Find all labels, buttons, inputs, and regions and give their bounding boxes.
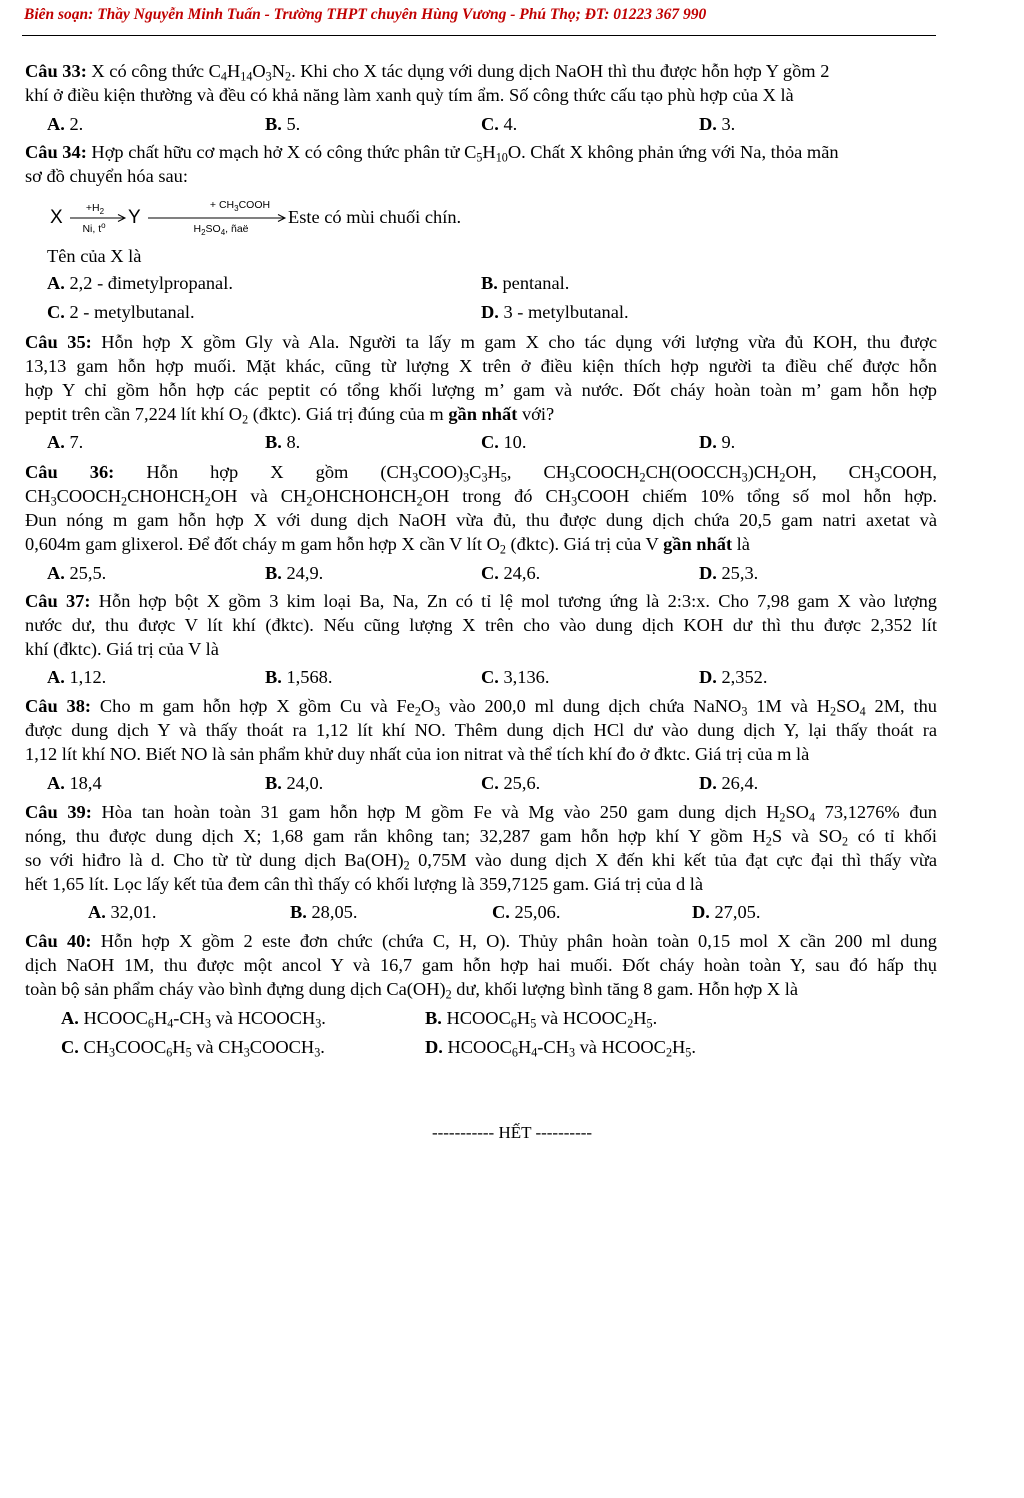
choice-text: 10. (498, 432, 527, 452)
choice-label: A. (47, 667, 65, 687)
choice-text: $HCOOC_6H_4-CH_3$ và $HCOOC_2H_5$. (442, 1037, 696, 1060)
question-40-line-2: dịch NaOH 1M, thu được một ancol Y và 16,7 gam hỗn hợp hai muối. Đốt cháy hoàn toàn Y, sau đó hấp thụ (25, 955, 937, 975)
choice-text: 24,0. (281, 773, 324, 793)
choice-label: C. (481, 773, 499, 793)
choice-label: B. (265, 563, 282, 583)
question-34-prompt: Tên của X là (47, 246, 142, 266)
choice-text: 3,136. (498, 667, 550, 687)
question-34-line-1 (25, 140, 937, 164)
question-33-choice-d[interactable] (699, 112, 735, 136)
choice-label: D. (692, 902, 710, 922)
question-35-choice-a[interactable] (47, 430, 83, 454)
question-36-choice-d[interactable] (699, 561, 758, 585)
scheme-product: Este có mùi chuối chín. (288, 207, 462, 227)
question-34-choice-a[interactable] (47, 271, 233, 295)
choice-label: C. (61, 1037, 79, 1057)
question-40-text-1: Hỗn hợp X gồm 2 este đơn chức (chứa C, H, O). Thủy phân hoàn toàn 0,15 mol X cần 200 ml dung (91, 931, 937, 951)
header-divider (22, 35, 936, 36)
arrow-2-reagent: + $CH_3COOH$ (209, 199, 271, 213)
question-37-text-1: Hỗn hợp bột X gồm 3 kim loại Ba, Na, Zn có tỉ lệ mol tương ứng là 2:3:x. Cho 7,98 gam X vào lượng (90, 591, 937, 611)
question-39-choice-b[interactable] (290, 900, 357, 924)
choice-text: 5. (281, 114, 301, 134)
question-36-label: Câu 36: (25, 462, 115, 482)
question-37-choice-c[interactable] (481, 665, 549, 689)
question-40-line-3: toàn bộ sản phẩm cháy vào bình đựng dung dịch $Ca(OH)_2$ dư, khối lượng bình tăng 8 gam. Hỗn hợp X là (25, 979, 799, 1002)
question-33-choice-a[interactable] (47, 112, 83, 136)
choice-text: 25,3. (716, 563, 759, 583)
question-40-choice-d[interactable] (425, 1035, 696, 1059)
question-35-line-1 (25, 330, 937, 354)
question-37-choice-b[interactable] (265, 665, 332, 689)
end-marker: ----------- HẾT ---------- (431, 1123, 593, 1142)
question-35-line-4: peptit trên cần 7,224 lít khí $O_2$ (đktc). Giá trị đúng của m gần nhất với? (25, 404, 555, 427)
question-35-text-1: Hỗn hợp X gồm Gly và Ala. Người ta lấy m gam X cho tác dụng với lượng vừa đủ KOH, thu được (91, 332, 937, 352)
question-40-choice-c[interactable] (61, 1035, 325, 1059)
choice-text: 9. (716, 432, 736, 452)
choice-label: D. (425, 1037, 443, 1057)
choice-text: 25,06. (509, 902, 561, 922)
choice-label: A. (47, 114, 65, 134)
choice-text: 4. (498, 114, 518, 134)
choice-text: 8. (281, 432, 301, 452)
choice-label: C. (481, 563, 499, 583)
choice-label: C. (47, 302, 65, 322)
choice-text: 25,5. (64, 563, 107, 583)
choice-label: B. (265, 667, 282, 687)
choice-text: 25,6. (498, 773, 541, 793)
choice-label: B. (265, 773, 282, 793)
question-39-line-2: nóng, thu được dung dịch X; 1,68 gam rắn không tan; 32,287 gam hỗn hợp khí Y gồm $H_2S$ và $SO_2$ có tỉ khối (25, 826, 937, 849)
question-38-line-2: được dung dịch Y và thấy thoát ra 1,12 lít khí NO. Thêm dung dịch HCl dư vào dung dịch Y, lại thấy thoát ra (25, 720, 937, 740)
question-38-line-3: 1,12 lít khí NO. Biết NO là sản phẩm khử duy nhất của ion nitrat và thể tích khí đo ở đktc. Giá trị của m là (25, 744, 810, 764)
question-40-choice-b[interactable] (425, 1006, 657, 1030)
question-36-choice-c[interactable] (481, 561, 540, 585)
question-35-choice-d[interactable] (699, 430, 735, 454)
choice-text: $CH_3COOC_6H_5$ và $CH_3COOCH_3$. (78, 1037, 325, 1060)
choice-label: B. (265, 114, 282, 134)
arrow-1-condition: Ni, $t^o$ (82, 221, 106, 235)
question-39-choice-a[interactable] (88, 900, 156, 924)
question-36-line-4: 0,604m gam glixerol. Để đốt cháy m gam hỗn hợp X cần V lít $O_2$ (đktc). Giá trị của V gần nhất là (25, 534, 750, 557)
choice-label: D. (699, 563, 717, 583)
arrow-1-reagent: $+H_2$ (85, 202, 105, 216)
question-33-line-2: khí ở điều kiện thường và đều có khả năng làm xanh quỳ tím ẩm. Số công thức cấu tạo phù hợp của X là (25, 85, 794, 105)
page-header: Biên soạn: Thầy Nguyễn Minh Tuấn - Trường THPT chuyên Hùng Vương - Phú Thọ; ĐT: 01223 367 990 (24, 6, 707, 23)
choice-text: 2,352. (716, 667, 768, 687)
question-33-text-1: X có công thức $C_4H_{14}O_3N_2$. Khi cho X tác dụng với dung dịch NaOH thì thu được hỗn hợp Y gồm 2 (86, 61, 830, 84)
question-35-line-3: hợp Y chỉ gồm hỗn hợp các peptit có tổng khối lượng m’ gam và nước. Đốt cháy hoàn toàn m’ gam hỗn hợp (25, 380, 937, 400)
question-35-line-2: 13,13 gam hỗn hợp muối. Mặt khác, cũng từ lượng X trên ở điều kiện thích hợp người ta điều chế được hỗn (25, 356, 937, 376)
choice-label: D. (699, 432, 717, 452)
question-40-line-1 (25, 929, 937, 953)
question-37-line-1 (25, 589, 937, 613)
question-36-line-2: $CH_3COOCH_2CHOHCH_2OH$ và $CH_2OHCHOHCH_2OH$ trong đó $CH_3COOH$ chiếm 10% tổng số mol hỗn hợp. (25, 486, 937, 509)
question-39-line-4: hết 1,65 lít. Lọc lấy kết tủa đem cân thì thấy có khối lượng là 359,7125 gam. Giá trị của d là (25, 874, 704, 894)
question-33-choice-c[interactable] (481, 112, 517, 136)
question-38-choice-d[interactable] (699, 771, 758, 795)
question-37-choice-d[interactable] (699, 665, 767, 689)
choice-label: A. (88, 902, 106, 922)
question-37-label: Câu 37: (25, 591, 91, 611)
choice-label: A. (47, 273, 65, 293)
choice-text: 7. (64, 432, 84, 452)
question-36-choice-a[interactable] (47, 561, 106, 585)
choice-text: 1,12. (64, 667, 107, 687)
question-34-choice-b[interactable] (481, 271, 569, 295)
arrow-2-condition: $H_2SO_4$, ñaë (193, 223, 249, 237)
question-34-text-1: Hợp chất hữu cơ mạch hở X có công thức phân tử $C_5H_{10}O$. Chất X không phản ứng với Na, thỏa mãn (86, 142, 839, 165)
question-35-choice-c[interactable] (481, 430, 526, 454)
reaction-scheme (50, 198, 490, 238)
question-35-choice-b[interactable] (265, 430, 300, 454)
question-34-label: Câu 34: (25, 142, 87, 162)
scheme-y: Y (128, 207, 141, 228)
question-33-choice-b[interactable] (265, 112, 300, 136)
question-39-line-3: so với hiđro là d. Cho từ từ dung dịch $Ba(OH)_2$ 0,75M vào dung dịch X đến khi kết tủa đạt cực đại thì thấy vừa (25, 850, 937, 873)
question-37-line-2: nước dư, thu được V lít khí (đktc). Nếu cũng lượng X trên cho vào dung dịch KOH dư thì thu được 2,352 lít (25, 615, 937, 635)
question-33-line-1 (25, 59, 937, 83)
choice-text: 24,9. (281, 563, 324, 583)
question-37-choice-a[interactable] (47, 665, 106, 689)
choice-text: 32,01. (105, 902, 157, 922)
choice-label: C. (481, 667, 499, 687)
question-40-choice-a[interactable] (61, 1006, 326, 1030)
choice-label: A. (61, 1008, 79, 1028)
choice-label: D. (699, 667, 717, 687)
choice-text: pentanal. (497, 273, 570, 293)
question-39-label: Câu 39: (25, 802, 92, 822)
question-38-label: Câu 38: (25, 696, 92, 716)
question-39-choice-d[interactable] (692, 900, 760, 924)
choice-label: C. (481, 114, 499, 134)
question-34-choice-d[interactable] (481, 300, 629, 324)
choice-text: 27,05. (709, 902, 761, 922)
choice-label: B. (481, 273, 498, 293)
question-36-line-3: Đun nóng m gam hỗn hợp X với dung dịch NaOH vừa đủ, thu được dung dịch chứa 20,5 gam natri axetat và (25, 510, 937, 530)
scheme-x: X (50, 207, 63, 228)
question-38-choice-c[interactable] (481, 771, 540, 795)
question-35-label: Câu 35: (25, 332, 92, 352)
question-38-text-1: Cho m gam hỗn hợp X gồm Cu và $Fe_2O_3$ vào 200,0 ml dung dịch chứa NaNO$_3$ 1M và $H_2SO_4$ 2M, thu (91, 696, 937, 719)
choice-label: D. (481, 302, 499, 322)
choice-label: A. (47, 773, 65, 793)
choice-label: D. (699, 114, 717, 134)
choice-text: 3. (716, 114, 736, 134)
choice-label: A. (47, 432, 65, 452)
choice-text: 18,4 (64, 773, 102, 793)
question-34-choice-c[interactable] (47, 300, 195, 324)
question-36-text-1: Hỗn hợp X gồm $(CH_3COO)_3C_3H_5$, $CH_3COOCH_2CH(OOCCH_3)CH_2OH$, $CH_3COOH$, (114, 462, 937, 485)
choice-text: $HCOOC_6H_4-CH_3$ và $HCOOCH_3$. (78, 1008, 326, 1031)
choice-text: 24,6. (498, 563, 541, 583)
question-36-choice-b[interactable] (265, 561, 323, 585)
choice-label: B. (425, 1008, 442, 1028)
question-36-line-1 (25, 460, 937, 484)
question-38-choice-a[interactable] (47, 771, 102, 795)
choice-text: 1,568. (281, 667, 333, 687)
question-37-line-3: khí (đktc). Giá trị của V là (25, 639, 219, 659)
choice-label: C. (481, 432, 499, 452)
question-33-label: Câu 33: (25, 61, 87, 81)
question-39-line-1 (25, 800, 937, 824)
question-34-line-2: sơ đồ chuyển hóa sau: (25, 166, 188, 186)
choice-label: C. (492, 902, 510, 922)
question-39-choice-c[interactable] (492, 900, 560, 924)
choice-text: 3 - metylbutanal. (498, 302, 629, 322)
choice-text: 2 - metylbutanal. (64, 302, 195, 322)
choice-text: 2,2 - đimetylpropanal. (64, 273, 233, 293)
choice-label: A. (47, 563, 65, 583)
choice-label: B. (265, 432, 282, 452)
choice-text: 2. (64, 114, 84, 134)
question-38-line-1 (25, 694, 937, 718)
question-38-choice-b[interactable] (265, 771, 323, 795)
choice-text: 28,05. (306, 902, 358, 922)
choice-text: $HCOOC_6H_5$ và $HCOOC_2H_5$. (441, 1008, 658, 1031)
choice-label: B. (290, 902, 307, 922)
question-39-text-1: Hòa tan hoàn toàn 31 gam hỗn hợp M gồm Fe và Mg vào 250 gam dung dịch $H_2SO_4$ 73,1276% đun (91, 802, 937, 825)
choice-text: 26,4. (716, 773, 759, 793)
choice-label: D. (699, 773, 717, 793)
question-40-label: Câu 40: (25, 931, 92, 951)
